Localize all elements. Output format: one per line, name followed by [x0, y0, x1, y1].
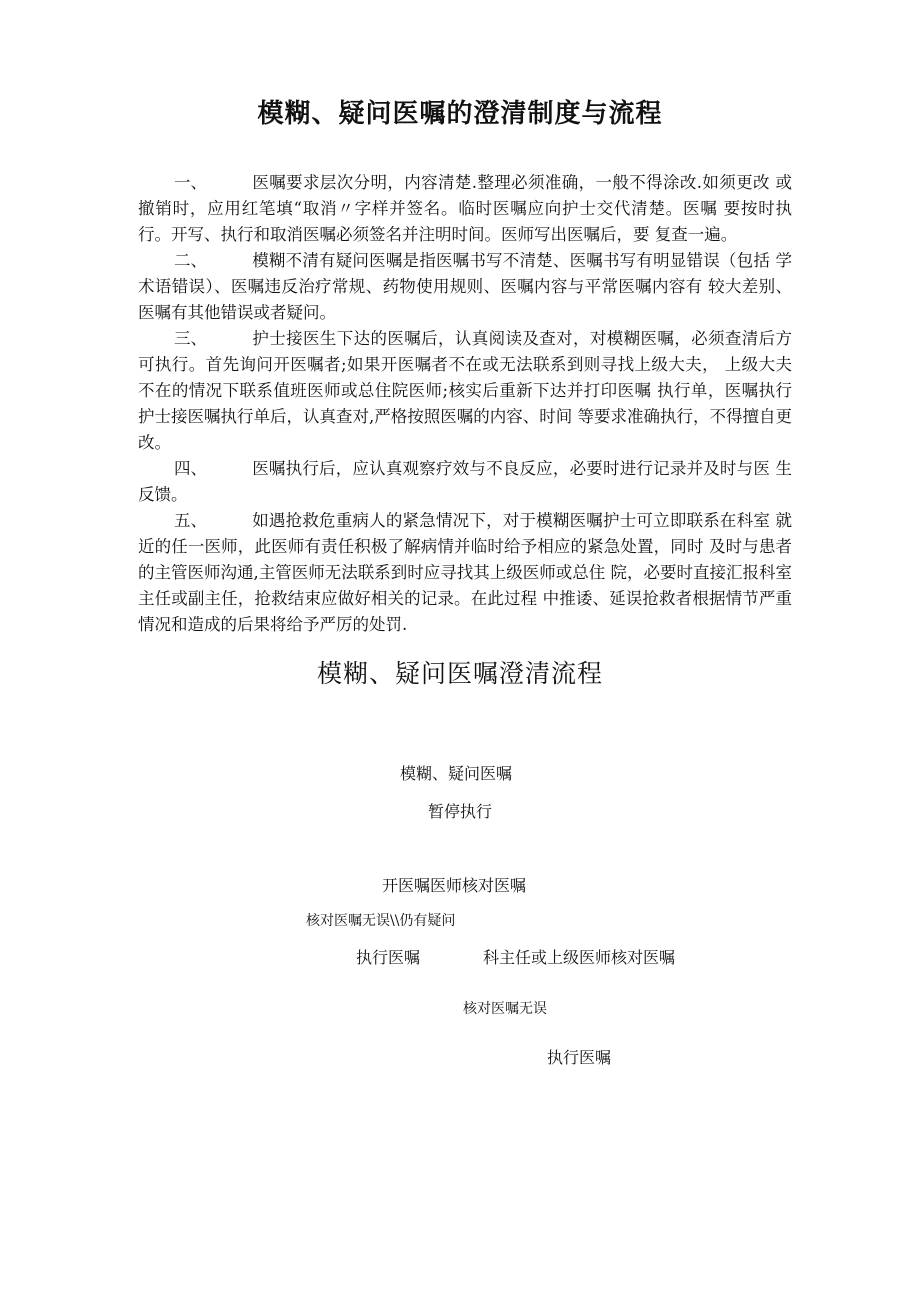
- flow-title: 模糊、疑问医嘱澄清流程: [316, 659, 603, 688]
- flow-step-verify: 开医嘱医师核对医嘱: [382, 876, 527, 895]
- policy-paragraph-1: [138, 170, 792, 248]
- flow-step-execute: 执行医嘱: [356, 948, 421, 967]
- paragraph-text: 医嘱执行后，应认真观察疗效与不良反应，必要时进行记录并及时与医 生反馈。: [138, 459, 792, 504]
- policy-body: [138, 170, 792, 638]
- flow-step-pause: 暂停执行: [428, 802, 493, 821]
- policy-paragraph-5: [138, 508, 792, 638]
- paragraph-text: 护士接医生下达的医嘱后，认真阅读及查对，对模糊医嘱，必须查清后方 可执行。首先询问开医嘱者;如果开医嘱者不在或无法联系到则寻找上级大夫， 上级大夫不在的情况下联系值班医师或总住院医师;核实后重新下达并打印医嘱 执行单，医嘱执行护士接医嘱执行单后，认真查对,严格按照医嘱的内容、时间 等要求准确执行，不得擅自更改。: [138, 329, 792, 452]
- paragraph-text: 如遇抢救危重病人的紧急情况下，对于模糊医嘱护士可立即联系在科室 就近的任一医师，此医师有责任积极了解病情并临时给予相应的紧急处置，同时 及时与患者的主管医师沟通,主管医师无法联系到时应寻找其上级医师或总住 院，必要时直接汇报科室主任或副主任，抢救结束应做好相关的记录。在此过程 中推诿、延误抢救者根据情节严重情况和造成的后果将给予严厉的处罚.: [138, 511, 792, 634]
- paragraph-text: 医嘱要求层次分明，内容清楚.整理必须准确，一般不得涂改.如须更改 或撤销时，应用红笔填“取消〃字样并签名。临时医嘱应向护士交代清楚。医嘱 要按时执行。开写、执行和取消医嘱必须签名并注明时间。医师写出医嘱后，要 复查一遍。: [138, 173, 792, 244]
- flow-confirmed-label: 核对医嘱无误: [463, 1001, 547, 1017]
- paragraph-number: 三、: [174, 329, 207, 348]
- policy-paragraph-4: [138, 456, 792, 508]
- paragraph-text: 模糊不清有疑问医嘱是指医嘱书写不清楚、医嘱书写有明显错误（包括 学术语错误）、医嘱违反治疗常规、药物使用规则、医嘱内容与平常医嘱内容有 较大差别、医嘱有其他错误或者疑问。: [138, 251, 792, 322]
- document-title: 模糊、疑问医嘱的澄清制度与流程: [257, 99, 663, 129]
- flow-step-execute-final: 执行医嘱: [547, 1048, 612, 1067]
- paragraph-number: 五、: [174, 511, 207, 530]
- paragraph-number: 二、: [174, 251, 207, 270]
- flow-step-start: 模糊、疑问医嘱: [400, 764, 513, 783]
- flow-step-escalate: 科主任或上级医师核对医嘱: [483, 948, 676, 967]
- policy-paragraph-2: [138, 248, 792, 326]
- policy-paragraph-3: [138, 326, 792, 456]
- paragraph-number: 一、: [174, 173, 207, 192]
- paragraph-number: 四、: [174, 459, 207, 478]
- flow-branch-label: 核对医嘱无误\\仍有疑问: [306, 913, 456, 929]
